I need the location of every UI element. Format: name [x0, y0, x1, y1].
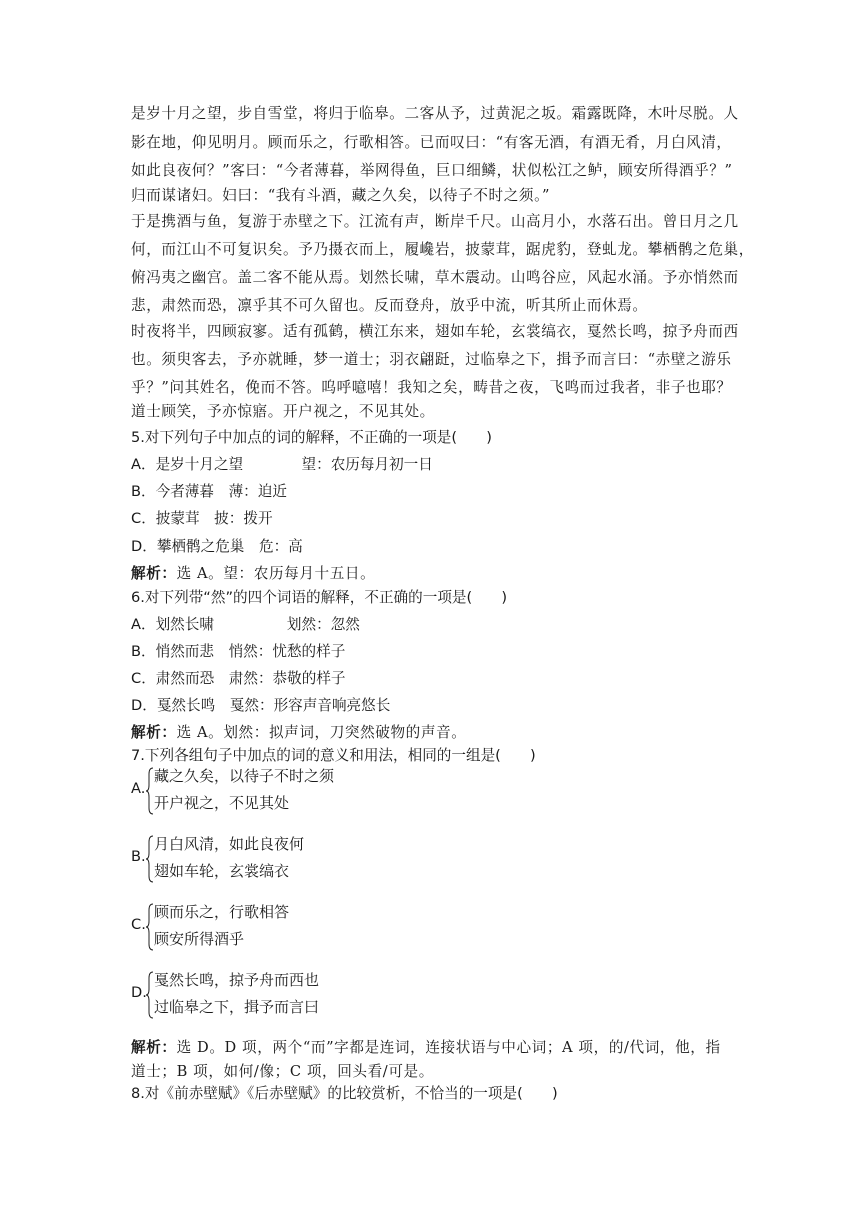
q5-answer [131, 564, 375, 584]
passage-line: 时夜将半，四顾寂寥。适有孤鹤，横江东来，翅如车轮，玄裳缟衣，戛然长鸣，掠予舟而西 [131, 323, 739, 340]
q6-option-a: A．划然长啸 划然：忽然 [131, 616, 360, 633]
option-line: 戛然长鸣，掠予舟而西也 [154, 971, 320, 989]
passage-line: 也。须臾客去，予亦就睡，梦一道士；羽衣翩跹，过临皋之下，揖予而言曰：“赤壁之游乐 [131, 351, 732, 368]
passage-line: 何，而江山不可复识矣。予乃摄衣而上，履巉岩，披蒙茸，踞虎豹，登虬龙。攀栖鹘之危巢， [131, 241, 754, 258]
answer-text: 选 A。望：农历每月十五日。 [176, 565, 376, 582]
q6-answer [131, 723, 466, 743]
passage-line: 道士顾笑，予亦惊寤。开户视之，不见其处。 [131, 403, 435, 420]
option-line: 藏之久矣，以待子不时之须 [154, 767, 335, 785]
passage-line: 归而谋诸妇。妇曰：“我有斗酒，藏之久矣，以待子不时之须。” [131, 187, 551, 204]
passage-line: 乎？”问其姓名，俛而不答。呜呼噫嘻！我知之矣，畴昔之夜，飞鸣而过我者，非子也耶？ [131, 379, 732, 396]
q7-option-b [131, 834, 531, 884]
q5-option-d: D．攀栖鹘之危巢 危：高 [131, 538, 303, 555]
passage-line: 影在地，仰见明月。顾而乐之，行歌相答。已而叹曰：“有客无酒，有酒无肴，月白风清， [131, 134, 732, 151]
option-label: C. [131, 916, 146, 933]
option-line: 过临皋之下，揖予而言曰 [154, 998, 320, 1016]
option-line: 翅如车轮，玄裳缟衣 [154, 862, 290, 880]
passage-line: 如此良夜何？”客曰：“今者薄暮，举网得鱼，巨口细鳞，状似松江之鲈，顾安所得酒乎？” [131, 162, 733, 179]
option-label: B. [131, 848, 146, 865]
option-label: D. [131, 984, 147, 1001]
q7-answer-cont: 道士；B 项，如何/像；C 项，回头看/可是。 [131, 1063, 434, 1080]
option-line: 顾而乐之，行歌相答 [154, 903, 290, 921]
passage-line: 悲，肃然而恐，凛乎其不可久留也。反而登舟，放乎中流，听其所止而休焉。 [131, 297, 648, 314]
question-5-stem: 5.对下列句子中加点的词的解释，不正确的一项是( ) [131, 429, 492, 446]
option-line: 顾安所得酒乎 [154, 930, 245, 948]
question-6-stem: 6.对下列带“然”的四个词语的解释，不正确的一项是( ) [131, 589, 508, 606]
answer-label: 解析： [131, 1039, 177, 1056]
q7-option-c [131, 902, 531, 952]
q7-option-a [131, 766, 531, 816]
q5-option-a: A．是岁十月之望 望：农历每月初一日 [131, 456, 433, 473]
answer-text: 选 D。D 项，两个“而”字都是连词，连接状语与中心词；A 项，的/代词，他，指 [176, 1039, 721, 1056]
question-7-stem: 7.下列各组句子中加点的词的意义和用法，相同的一组是( ) [131, 747, 536, 764]
q5-option-b: B．今者薄暮 薄：迫近 [131, 483, 287, 500]
option-line: 月白风清，如此良夜何 [154, 835, 305, 853]
option-line: 开户视之，不见其处 [154, 794, 290, 812]
answer-label: 解析： [131, 724, 177, 741]
q6-option-d: D．戛然长鸣 戛然：形容声音响亮悠长 [131, 697, 391, 714]
q6-option-c: C．肃然而恐 肃然：恭敬的样子 [131, 670, 346, 687]
passage-line: 俯冯夷之幽宫。盖二客不能从焉。划然长啸，草木震动。山鸣谷应，风起水涌。予亦悄然而 [131, 269, 739, 286]
passage-line: 于是携酒与鱼，复游于赤壁之下。江流有声，断岸千尺。山高月小，水落石出。曾日月之几 [131, 213, 739, 230]
q6-option-b: B．悄然而悲 悄然：忧愁的样子 [131, 643, 346, 660]
q7-answer [131, 1038, 721, 1058]
passage-line: 是岁十月之望，步自雪堂，将归于临皋。二客从予，过黄泥之坂。霜露既降，木叶尽脱。人 [131, 105, 739, 122]
option-label: A. [131, 780, 146, 797]
answer-label: 解析： [131, 565, 177, 582]
answer-text: 选 A。划然：拟声词，刀突然破物的声音。 [176, 724, 467, 741]
question-8-stem: 8.对《前赤壁赋》《后赤壁赋》的比较赏析，不恰当的一项是( ) [131, 1085, 558, 1102]
q7-option-d [131, 970, 531, 1020]
q5-option-c: C．披蒙茸 披：拨开 [131, 510, 273, 527]
